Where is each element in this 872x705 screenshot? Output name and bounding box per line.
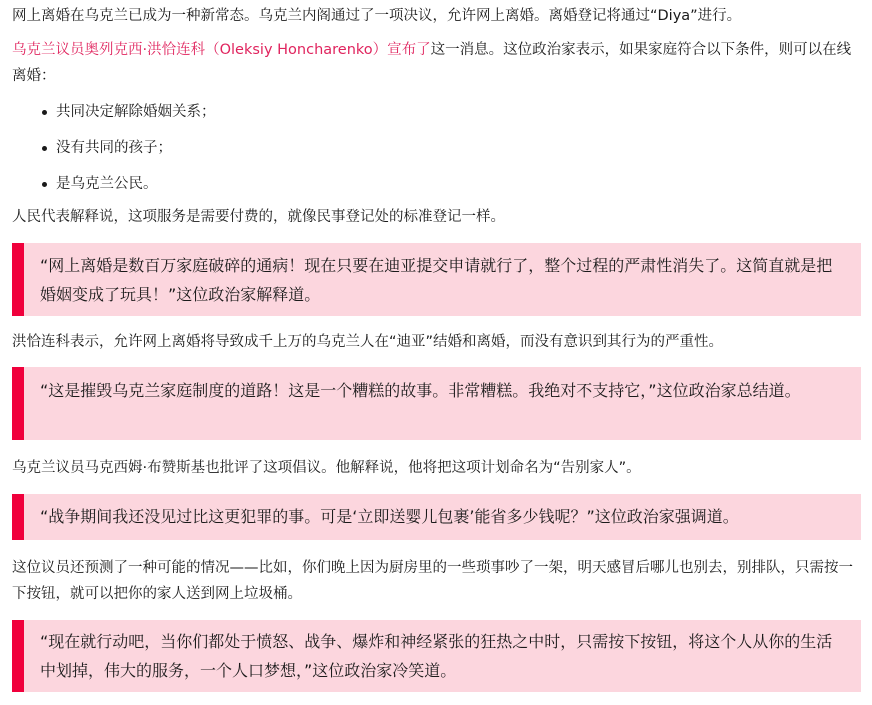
blockquote [12,494,861,540]
paragraph-announcement [12,37,860,89]
quote-text: “这是摧毁乌克兰家庭制度的道路！这是一个糟糕的故事。非常糟糕。我绝对不支持它，”这位政治家总结道。 [40,381,801,400]
paragraph-scenario: 这位议员还预测了一种可能的情况——比如，你们晚上因为厨房里的一些琐事吵了一架，明天感冒后哪儿也别去，别排队，只需按一下按钮，就可以把你的家人送到网上垃圾桶。 [12,560,853,602]
paragraph-announcement-text: 这一消息。这位政治家表示，如果家庭符合以下条件，则可以在线离婚： [12,42,852,84]
blockquote [12,367,861,440]
conditions-list [12,94,216,202]
list-item: 没有共同的孩子； [56,130,216,166]
paragraph-fee: 人民代表解释说，这项服务是需要付费的，就像民事登记处的标准登记一样。 [12,209,505,225]
quote-text: “战争期间我还没见过比这更犯罪的事。可是‘立即送婴儿包裹’能省多少钱呢？”这位政治家强调道。 [40,507,739,526]
paragraph-intro: 网上离婚在乌克兰已成为一种新常态。乌克兰内阁通过了一项决议，允许网上离婚。离婚登记将通过“Diya”进行。 [12,8,742,24]
list-item: 共同决定解除婚姻关系； [56,94,216,130]
blockquote [12,620,861,692]
source-link[interactable]: 乌克兰议员奥列克西·洪恰连科（Oleksiy Honcharenko）宣布了 [12,42,431,58]
quote-text: “网上离婚是数百万家庭破碎的通病！现在只要在迪亚提交申请就行了，整个过程的严肃性消失了。这简直就是把婚姻变成了玩具！”这位政治家解释道。 [40,256,833,304]
blockquote [12,243,861,316]
paragraph-buzhansky: 乌克兰议员马克西姆·布赞斯基也批评了这项倡议。他解释说，他将把这项计划命名为“告别家人”。 [12,460,641,476]
list-item: 是乌克兰公民。 [56,166,216,202]
quote-text: “现在就行动吧，当你们都处于愤怒、战争、爆炸和神经紧张的狂热之中时，只需按下按钮，将这个人从你的生活中划掉，伟大的服务，一个人口梦想，”这位政治家冷笑道。 [40,632,833,680]
paragraph-honcharenko: 洪恰连科表示，允许网上离婚将导致成千上万的乌克兰人在“迪亚”结婚和离婚，而没有意识到其行为的严重性。 [12,334,724,350]
